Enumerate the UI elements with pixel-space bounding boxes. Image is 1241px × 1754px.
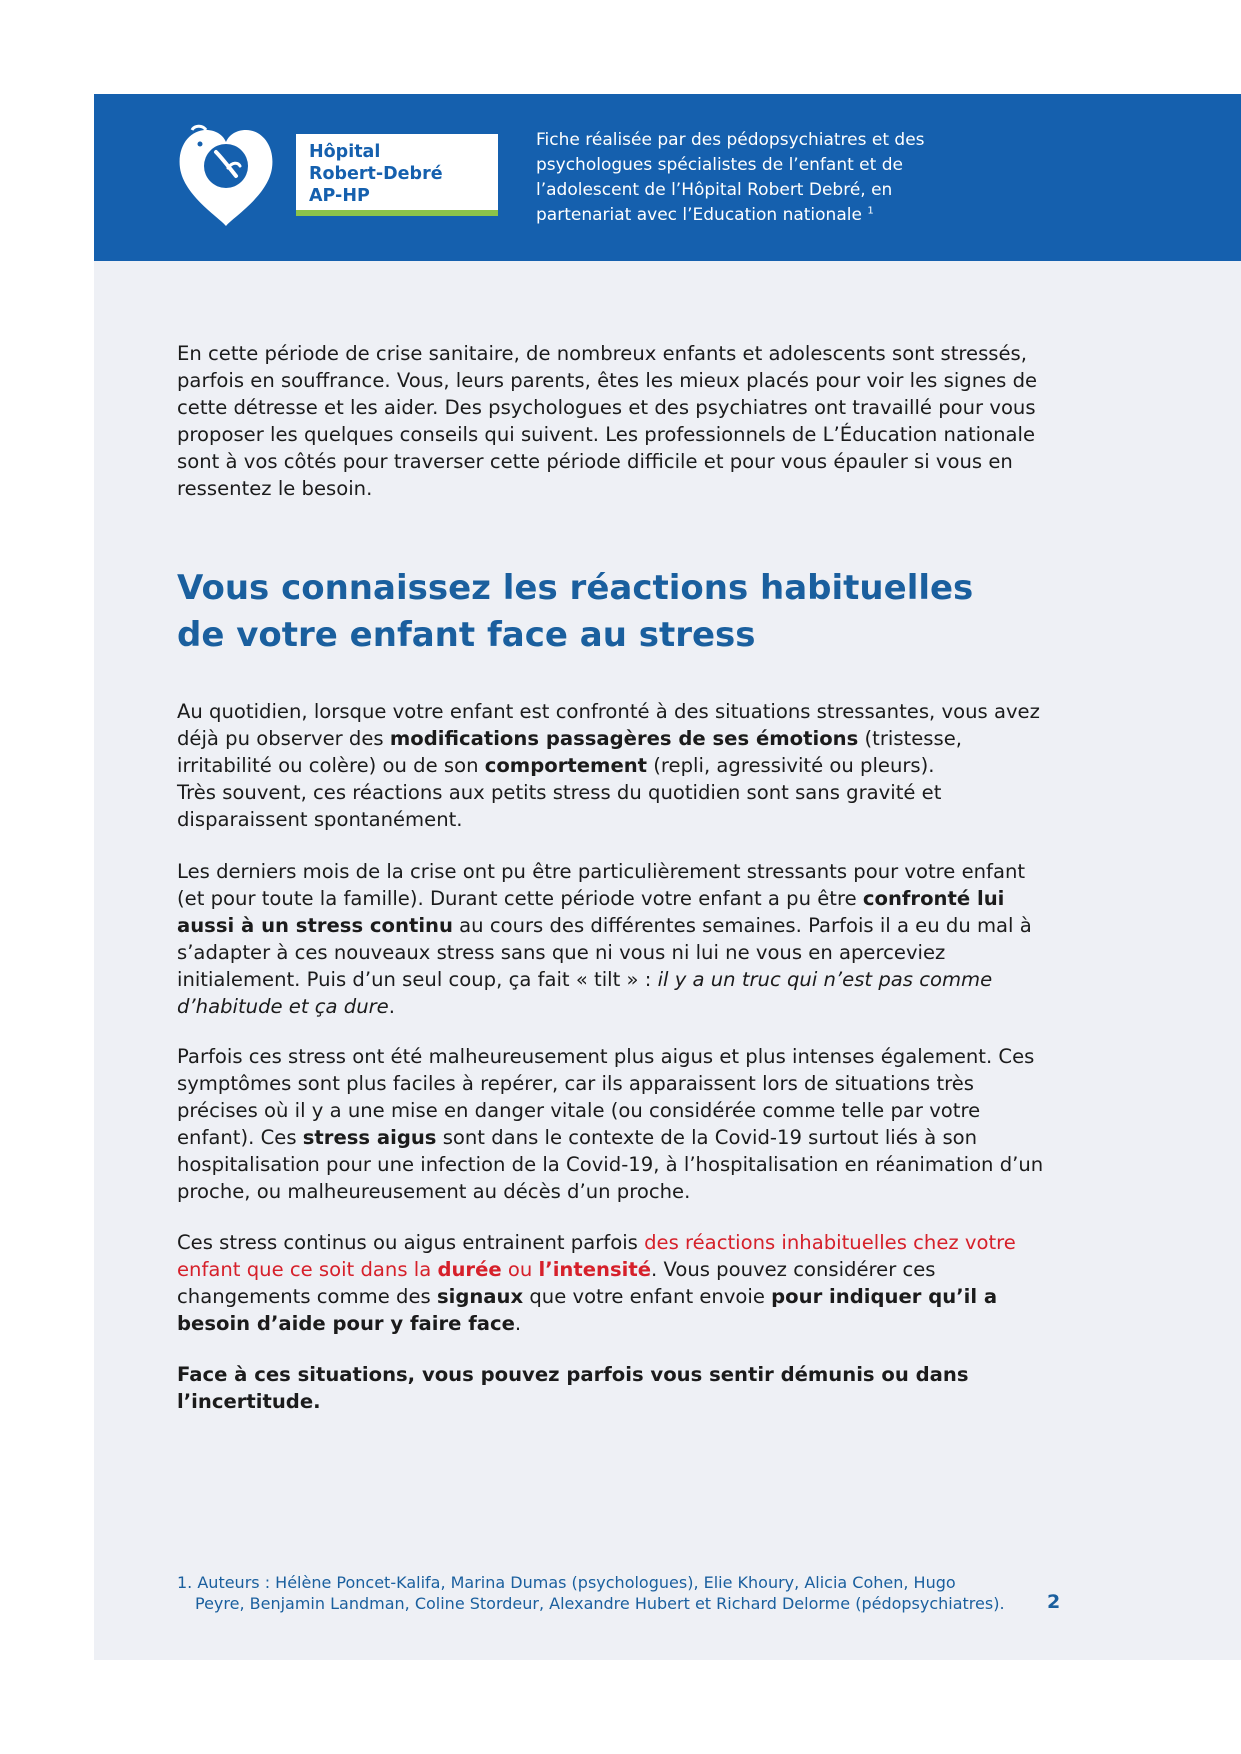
header-description-text: Fiche réalisée par des pédopsychiatres et des psychologues spécialistes de l’enfant et de l’adolescent de l’Hôpital Robert Debré, en partenariat avec l’Education nationale	[536, 130, 925, 225]
p4-text-a: Ces stress continus ou aigus entrainent parfois	[177, 1231, 645, 1254]
p5-bold-text: Face à ces situations, vous pouvez parfois vous sentir démunis ou dans l’incertitude.	[177, 1363, 969, 1413]
p4-text-h: que votre enfant envoie	[523, 1285, 772, 1308]
p4-red-or: ou	[501, 1258, 539, 1281]
p3-text-a: Parfois ces stress ont été malheureusement plus aigus et plus intenses également. Ces symptômes sont plus faciles à repérer, car ils apparaissent lors de situations très précises où il y a une mise en danger vitale (ou considérée comme telle par votre enfant). Ces	[177, 1045, 1035, 1149]
footnote	[177, 1572, 1022, 1614]
p1-bold-emotions: modifications passagères de ses émotions	[389, 727, 859, 750]
heading-line-1: Vous connaissez les réactions habituelles	[177, 568, 974, 608]
footnote-line-2: Peyre, Benjamin Landman, Coline Stordeur, Alexandre Hubert et Richard Delorme (pédopsychiatres).	[195, 1594, 1005, 1613]
logo-line-3: AP-HP	[309, 186, 370, 206]
p1-text-a: Au quotidien, lorsque votre enfant est confronté à des situations stressantes, vous avez déjà pu observer des	[177, 700, 1040, 750]
p4-red-text: des réactions inhabituelles chez votre enfant que ce soit dans la	[177, 1231, 1016, 1281]
heading-line-2: de votre enfant face au stress	[177, 615, 756, 655]
hospital-logo	[296, 134, 498, 216]
intro-paragraph: En cette période de crise sanitaire, de nombreux enfants et adolescents sont stressés, parfois en souffrance. Vous, leurs parents, êtes les mieux placés pour voir les signes de cette détresse et les aider. Des psychologues et des psychiatres ont travaillé pour vous proposer les quelques conseils qui suivent. Les professionnels de L’Éducation nationale sont à vos côtés pour traverser cette période difficile et pour vous épauler si vous en ressentez le besoin.	[177, 342, 1038, 500]
heart-bird-icon	[176, 122, 276, 230]
header-footnote-ref: 1	[867, 205, 874, 217]
p2-italic-quote: il y a un truc qui n’est pas comme d’habitude et ça dure	[177, 968, 993, 1018]
footnote-line-1: 1. Auteurs : Hélène Poncet-Kalifa, Marina Dumas (psychologues), Elie Khoury, Alicia Cohen, Hugo	[177, 1573, 956, 1592]
p2-text-a: Les derniers mois de la crise ont pu être particulièrement stressants pour votre enfant (et pour toute la famille). Durant cette période votre enfant a pu être	[177, 860, 1026, 910]
p4-red-bold-intensity: l’intensité	[538, 1258, 651, 1281]
p1-text-f: Très souvent, ces réactions aux petits stress du quotidien sont sans gravité et disparaissent spontanément.	[177, 781, 942, 831]
p4-bold-signals: signaux	[436, 1285, 524, 1308]
p4-red-bold-duration: durée	[437, 1258, 502, 1281]
p2-text-e: .	[388, 995, 395, 1018]
p1-text-c: (tristesse, irritabilité ou colère) ou de son	[177, 727, 962, 777]
p4-text-j: .	[514, 1312, 522, 1335]
paragraph-3	[177, 1043, 1057, 1205]
page-number: 2	[1047, 1591, 1061, 1613]
logo-line-1: Hôpital	[309, 142, 381, 162]
p2-text-c: au cours des différentes semaines. Parfois il a eu du mal à s’adapter à ces nouveaux stress sans que ni vous ni lui ne vous en aperceviez initialement. Puis d’un seul coup, ça fait « tilt » :	[177, 914, 1032, 991]
p3-text-c: sont dans le contexte de la Covid-19 surtout liés à son hospitalisation pour une infection de la Covid-19, à l’hospitalisation en réanimation d’un proche, ou malheureusement au décès d’un proche.	[177, 1126, 1044, 1203]
paragraph-4	[177, 1229, 1057, 1337]
p3-bold-acute-stress: stress aigus	[302, 1126, 437, 1149]
paragraph-2	[177, 858, 1057, 1020]
p1-bold-behaviour: comportement	[484, 754, 648, 777]
p2-bold-continuous-stress: confronté lui aussi à un stress continu	[177, 887, 1005, 937]
p4-text-f: . Vous pouvez considérer ces changements comme des	[177, 1258, 936, 1308]
header-description	[536, 128, 956, 228]
paragraph-1	[177, 698, 1057, 833]
paragraph-5	[177, 1361, 1057, 1415]
logo-line-2: Robert-Debré	[309, 164, 443, 184]
p1-text-e: (repli, agressivité ou pleurs).	[647, 754, 935, 777]
section-heading	[177, 565, 1057, 659]
p4-bold-need-help: pour indiquer qu’il a besoin d’aide pour y faire face	[177, 1285, 998, 1335]
